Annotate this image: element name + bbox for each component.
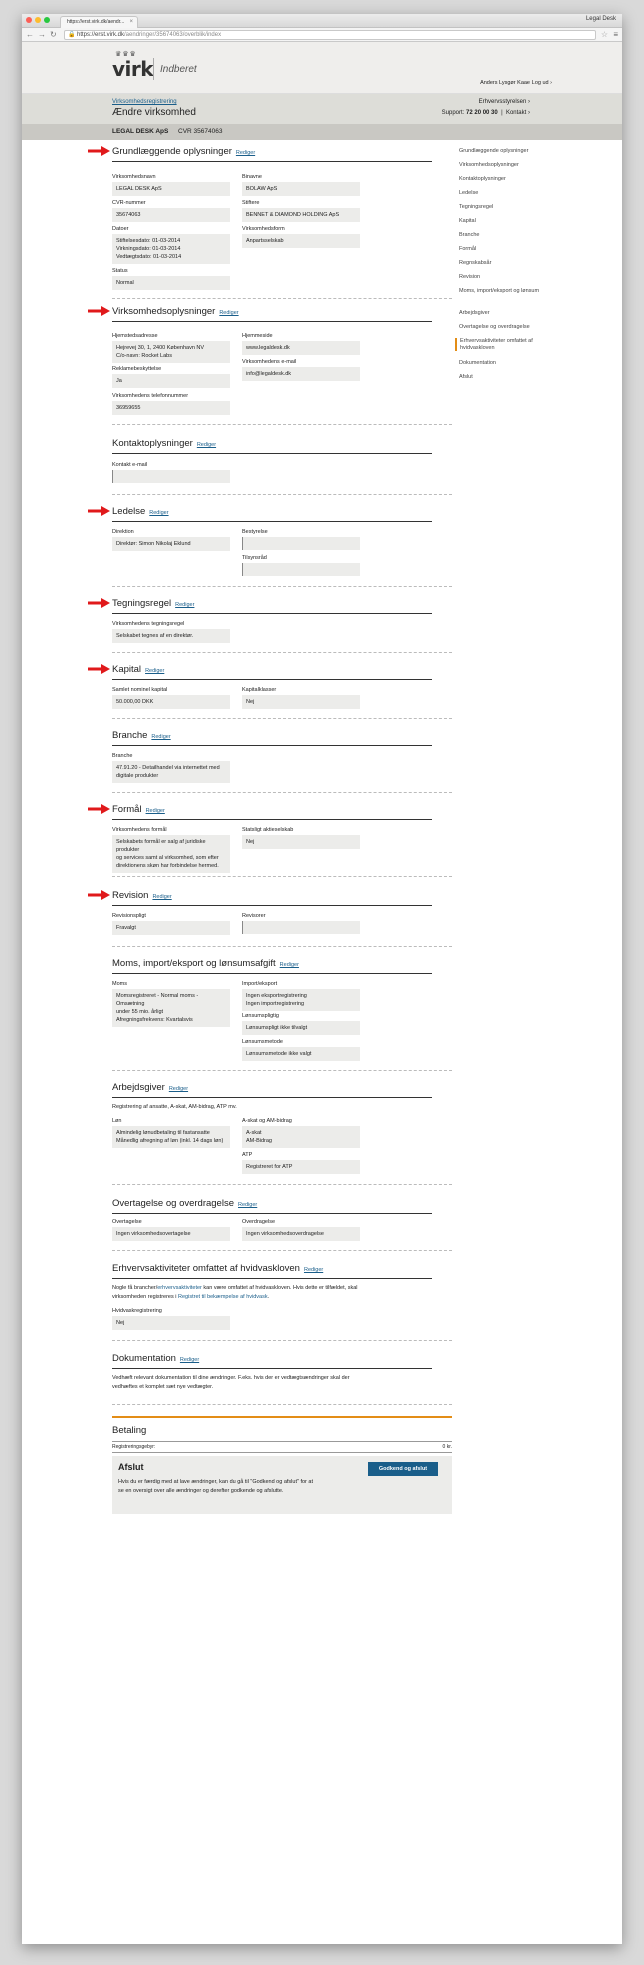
section-title xyxy=(112,730,432,746)
field-value: Nej xyxy=(242,835,360,849)
edit-link[interactable]: Rediger xyxy=(151,734,171,740)
support-info: Support: 72 20 00 30 | Kontakt › xyxy=(441,110,530,116)
section-divider xyxy=(112,946,452,947)
red-arrow-icon xyxy=(88,890,110,900)
field-value: Selskabet tegnes af en direktør. xyxy=(112,629,230,643)
field-value: Nej xyxy=(112,1316,230,1330)
section-industry xyxy=(112,730,432,746)
field-label: Statsligt aktieselskab xyxy=(242,827,294,833)
section-title xyxy=(112,1082,432,1098)
field-value: LEGAL DESK ApS xyxy=(112,182,230,196)
field-label: Direktion xyxy=(112,529,134,535)
field-value: Normal xyxy=(112,276,230,290)
edit-link[interactable]: Rediger xyxy=(179,1357,200,1363)
payment-title: Betaling xyxy=(112,1425,147,1436)
section-divider xyxy=(112,586,452,587)
field-label: Virksomhedens formål xyxy=(112,827,167,833)
section-title xyxy=(112,1263,432,1279)
section-title xyxy=(112,1353,432,1369)
field-label: Virksomhedens tegningsregel xyxy=(112,621,185,627)
field-label: Branche xyxy=(112,753,133,759)
finish-title: Afslut xyxy=(118,1462,144,1472)
section-description: Registrering af ansatte, A-skat, AM-bidrag, ATP mv. xyxy=(112,1104,237,1110)
contact-label: Kontakt xyxy=(505,110,527,116)
section-divider xyxy=(112,792,452,793)
field-label: Lønsumsmetode xyxy=(242,1039,283,1045)
section-employer xyxy=(112,1082,432,1098)
url-host: https://erst.virk.dk xyxy=(77,32,125,38)
crown-icon: ♛♛♛ xyxy=(115,51,137,58)
business-activities-link[interactable]: erhvervsaktiviteter xyxy=(157,1285,202,1291)
section-title-text: Tegningsregel xyxy=(112,598,172,609)
section-capital xyxy=(112,664,432,680)
field-value: Almindelig lønudbetaling til fastansatte Månedlig afregning af løn (inkl. 14 dags løn) xyxy=(112,1126,230,1148)
edit-link[interactable]: Rediger xyxy=(168,1086,189,1092)
section-title xyxy=(112,506,432,522)
logout-label: Log ud xyxy=(531,80,549,86)
edit-link[interactable]: Rediger xyxy=(152,894,172,900)
section-title xyxy=(112,890,432,906)
edit-link[interactable]: Rediger xyxy=(145,668,165,674)
section-divider xyxy=(112,424,452,425)
field-label: Løn xyxy=(112,1118,122,1124)
close-tab-icon[interactable]: × xyxy=(129,19,133,25)
sidebar-item-purpose[interactable]: Formål xyxy=(459,246,477,252)
section-title xyxy=(112,958,432,974)
field-value: Direktør: Simon Nikolaj Eklund xyxy=(112,537,230,551)
section-title xyxy=(112,598,432,614)
lock-icon: 🔒 xyxy=(68,32,76,38)
field-label: Kontakt e-mail xyxy=(112,462,148,468)
authority-link[interactable]: Erhvervsstyrelsen › xyxy=(478,99,530,105)
support-label: Support: xyxy=(441,110,465,116)
section-title-text: Branche xyxy=(112,730,148,741)
finish-panel xyxy=(112,1456,452,1514)
field-value: Ingen virksomhedsoverdragelse xyxy=(242,1227,360,1241)
authority-label: Erhvervsstyrelsen xyxy=(478,99,527,105)
edit-link[interactable]: Rediger xyxy=(219,310,239,316)
back-icon[interactable]: ← xyxy=(26,30,34,39)
edit-link[interactable]: Rediger xyxy=(235,150,256,156)
page-header-bar xyxy=(22,94,622,124)
address-bar xyxy=(22,28,622,42)
section-title xyxy=(112,306,432,322)
sidebar-item-takeover[interactable]: Overtagelse og overdragelse xyxy=(459,324,530,330)
virk-logo[interactable]: virk xyxy=(112,57,154,81)
section-title-text: Moms, import/eksport og lønsumsafgift xyxy=(112,958,276,969)
section-title xyxy=(112,1198,432,1214)
section-management xyxy=(112,506,432,522)
field-value: Ingen virksomhedsovertagelse xyxy=(112,1227,230,1241)
section-money-laundering xyxy=(112,1263,432,1279)
field-label: ATP xyxy=(242,1152,253,1158)
field-label: Stiftere xyxy=(242,200,260,206)
section-takeover xyxy=(112,1198,432,1214)
field-value: Hejrevej 30, 1, 2400 København NV C/o-navn: Rocket Labs xyxy=(112,341,230,363)
window-controls xyxy=(26,17,50,23)
red-arrow-icon xyxy=(88,664,110,674)
field-label: Virksomhedens telefonnummer xyxy=(112,393,189,399)
field-value: 36959655 xyxy=(112,401,230,415)
sidebar-item-vat[interactable]: Moms, import/eksport og lønsum xyxy=(459,288,540,294)
section-title-text: Grundlæggende oplysninger xyxy=(112,146,232,157)
field-label: Overtagelse xyxy=(112,1219,142,1225)
page-title: Ændre virksomhed xyxy=(112,107,196,118)
edit-link[interactable]: Rediger xyxy=(145,808,165,814)
money-laundering-register-link[interactable]: Registret til bekæmpelse af hvidvask xyxy=(178,1294,268,1300)
field-value: 50.000,00 DKK xyxy=(112,695,230,709)
sidebar-item-finish[interactable]: Afslut xyxy=(459,374,473,380)
field-label: Hjemmeside xyxy=(242,333,273,339)
company-name: LEGAL DESK ApS xyxy=(112,128,169,135)
field-label: Hjemstedsadresse xyxy=(112,333,158,339)
field-value-empty xyxy=(112,470,230,483)
field-value-empty xyxy=(242,563,360,576)
edit-link[interactable]: Rediger xyxy=(196,442,217,448)
forward-icon[interactable]: → xyxy=(38,30,46,39)
url-input[interactable] xyxy=(64,30,596,40)
sidebar-item-employer[interactable]: Arbejdsgiver xyxy=(459,310,490,316)
sidebar-item-documentation[interactable]: Dokumentation xyxy=(459,360,496,366)
field-label: Bestyrelse xyxy=(242,529,268,535)
field-value: Lønsumsmetode ikke valgt xyxy=(242,1047,360,1061)
payment-rule xyxy=(112,1416,452,1418)
red-arrow-icon xyxy=(88,804,110,814)
section-description xyxy=(112,1284,362,1302)
field-label: Import/eksport xyxy=(242,981,278,987)
section-divider xyxy=(112,1070,452,1071)
tab-title: https://erst.virk.dk/aendr... xyxy=(67,19,125,25)
red-arrow-icon xyxy=(88,506,110,516)
field-label: Overdragelse xyxy=(242,1219,276,1225)
field-label: Moms xyxy=(112,981,127,987)
sidebar-item-company-info[interactable]: Virksomhedsoplysninger xyxy=(459,162,519,168)
section-title-text: Dokumentation xyxy=(112,1353,176,1364)
section-description: Vedhæft relevant dokumentation til dine ændringer. F.eks. hvis der er vedtægtsændringer skal der vedhæftes et komplet sæt nye vedtægter. xyxy=(112,1375,350,1390)
sidebar-item-signing[interactable]: Tegningsregel xyxy=(459,204,494,210)
app-name: Indberet xyxy=(160,64,197,75)
section-title-text: Ledelse xyxy=(112,506,146,517)
edit-link[interactable]: Rediger xyxy=(149,510,169,516)
section-divider xyxy=(112,1340,452,1341)
section-title xyxy=(112,438,432,454)
section-divider xyxy=(112,298,452,299)
section-title xyxy=(112,664,432,680)
field-value: Lønsumspligt ikke tilvalgt xyxy=(242,1021,360,1035)
edit-link[interactable]: Rediger xyxy=(279,962,299,968)
sidebar-item-money-laundering[interactable]: Erhvervsaktiviteter omfattet af hvidvaskloven xyxy=(455,338,545,351)
section-title xyxy=(112,146,432,162)
section-title-text: Kontaktoplysninger xyxy=(112,438,193,449)
section-vat xyxy=(112,958,432,974)
red-arrow-icon xyxy=(88,598,110,608)
browser-tab[interactable] xyxy=(60,16,138,28)
close-window-button[interactable] xyxy=(26,17,32,23)
sidebar-item-capital[interactable]: Kapital xyxy=(459,218,476,224)
field-label: Tilsynsråd xyxy=(242,555,267,561)
field-label: Virksomhedens e-mail xyxy=(242,359,297,365)
sidebar-item-contact[interactable]: Kontaktoplysninger xyxy=(459,176,506,182)
field-value: Nej xyxy=(242,695,360,709)
contact-link[interactable]: Kontakt › xyxy=(505,110,530,116)
sidebar-item-industry[interactable]: Branche xyxy=(459,232,480,238)
field-label: Kapitalklasser xyxy=(242,687,277,693)
user-name: Anders Lysgør Kaae xyxy=(480,80,530,86)
field-label: Virksomhedsnavn xyxy=(112,174,156,180)
section-title-text: Formål xyxy=(112,804,142,815)
section-contact xyxy=(112,438,432,454)
field-value: 47.91.20 - Detailhandel via internettet med digitale produkter xyxy=(112,761,230,783)
section-divider xyxy=(112,718,452,719)
field-label: Hvidvaskregistrering xyxy=(112,1308,162,1314)
field-value: Ingen eksportregistrering Ingen importregistrering xyxy=(242,989,360,1011)
field-value-empty xyxy=(242,921,360,934)
field-value: Anpartsselskab xyxy=(242,234,360,248)
fee-label: Registreringsgebyr: xyxy=(112,1444,156,1450)
company-cvr: CVR 35674063 xyxy=(178,128,223,135)
field-value: BENNET & DIAMOND HOLDING ApS xyxy=(242,208,360,222)
minimize-window-button[interactable] xyxy=(35,17,41,23)
field-value-empty xyxy=(242,537,360,550)
field-label: Reklamebeskyttelse xyxy=(112,366,162,372)
field-value: A-skat AM-Bidrag xyxy=(242,1126,360,1148)
field-value: Momsregistreret - Normal moms - Omsætning under 55 mio. årligt Afregningsfrekvens: Kvartalsvis xyxy=(112,989,230,1027)
description-text: kan være omfattet af hvidvaskloven. Hvis dette er tilfældet, skal virksomheden registreres i xyxy=(112,1285,358,1300)
field-value: Fravalgt xyxy=(112,921,230,935)
browser-menu-icon[interactable]: ≡ xyxy=(613,30,618,39)
description-text: Nogle få brancher/ xyxy=(112,1285,158,1291)
maximize-window-button[interactable] xyxy=(44,17,50,23)
field-label: Lønsumspligtig xyxy=(242,1013,279,1019)
edit-link[interactable]: Rediger xyxy=(303,1267,324,1273)
section-title-text: Arbejdsgiver xyxy=(112,1082,165,1093)
section-title-text: Virksomhedsoplysninger xyxy=(112,306,216,317)
field-label: Status xyxy=(112,268,128,274)
field-label: Revisorer xyxy=(242,913,266,919)
section-title-text: Erhvervsaktiviteter omfattet af hvidvaskloven xyxy=(112,1263,300,1274)
sidebar-item-management[interactable]: Ledelse xyxy=(459,190,479,196)
section-divider xyxy=(112,1184,452,1185)
field-value: BOLAW ApS xyxy=(242,182,360,196)
field-label: Virksomhedsform xyxy=(242,226,285,232)
field-label: Datoer xyxy=(112,226,129,232)
sidebar-item-fiscal-year[interactable]: Regnskabsår xyxy=(459,260,492,266)
section-title-text: Overtagelse og overdragelse xyxy=(112,1198,234,1209)
field-label: A-skat og AM-bidrag xyxy=(242,1118,292,1124)
section-purpose xyxy=(112,804,432,820)
section-audit xyxy=(112,890,432,906)
logout-link[interactable]: Log ud › xyxy=(531,80,552,86)
section-divider xyxy=(112,652,452,653)
field-value: Selskabets formål er salg af juridiske produkter og services samt al virksomhed, som efter direktionens skøn har forbindelse hermed. xyxy=(112,835,230,873)
edit-link[interactable]: Rediger xyxy=(238,1202,258,1208)
field-value: Stiftelsesdato: 01-03-2014 Virkningsdato: 01-03-2014 Vedtægtsdato: 01-03-2014 xyxy=(112,234,230,264)
section-documentation xyxy=(112,1353,432,1369)
section-signing xyxy=(112,598,432,614)
section-divider xyxy=(112,494,452,495)
bookmark-star-icon[interactable]: ☆ xyxy=(600,30,608,39)
description-text: . xyxy=(267,1294,270,1300)
section-title xyxy=(112,804,432,820)
company-bar xyxy=(22,124,622,140)
edit-link[interactable]: Rediger xyxy=(175,602,195,608)
field-value: 35674063 xyxy=(112,208,230,222)
field-value: www.legaldesk.dk xyxy=(242,341,360,355)
field-value: Ja xyxy=(112,374,230,388)
field-label: Samlet nominel kapital xyxy=(112,687,168,693)
section-divider xyxy=(112,1404,452,1405)
field-label: Revisionspligt xyxy=(112,913,146,919)
fee-amount: 0 kr. xyxy=(442,1444,452,1450)
site-header xyxy=(22,42,622,94)
breadcrumb[interactable]: Virksomhedsregistrering xyxy=(112,99,177,105)
section-company-info xyxy=(112,306,432,322)
field-label: Binavne xyxy=(242,174,262,180)
browser-titlebar xyxy=(22,14,622,28)
browser-window xyxy=(22,14,622,1944)
section-divider xyxy=(112,876,452,877)
sidebar-item-basic[interactable]: Grundlæggende oplysninger xyxy=(459,148,529,154)
section-title-text: Kapital xyxy=(112,664,142,675)
red-arrow-icon xyxy=(88,146,110,156)
field-value: info@legaldesk.dk xyxy=(242,367,360,381)
sidebar-item-audit[interactable]: Revision xyxy=(459,274,481,280)
reload-icon[interactable]: ↻ xyxy=(50,30,57,39)
approve-and-finish-button[interactable]: Godkend og afslut xyxy=(368,1462,438,1476)
section-title-text: Revision xyxy=(112,890,149,901)
finish-text: Hvis du er færdig med at lave ændringer, kan du gå til "Godkend og afslut" for at se en oversigt over alle ændringer og derefter godkende og afslutte. xyxy=(118,1479,313,1494)
field-label: CVR-nummer xyxy=(112,200,146,206)
field-value: Registreret for ATP xyxy=(242,1160,360,1174)
section-basic xyxy=(112,146,432,162)
browser-profile[interactable]: Legal Desk xyxy=(585,16,616,22)
payment-row xyxy=(112,1441,452,1453)
logo-separator xyxy=(153,58,154,80)
url-path: /aendringer/35674063/overblik/index xyxy=(124,32,222,38)
support-phone: 72 20 00 30 xyxy=(466,110,498,116)
section-divider xyxy=(112,1250,452,1251)
red-arrow-icon xyxy=(88,306,110,316)
